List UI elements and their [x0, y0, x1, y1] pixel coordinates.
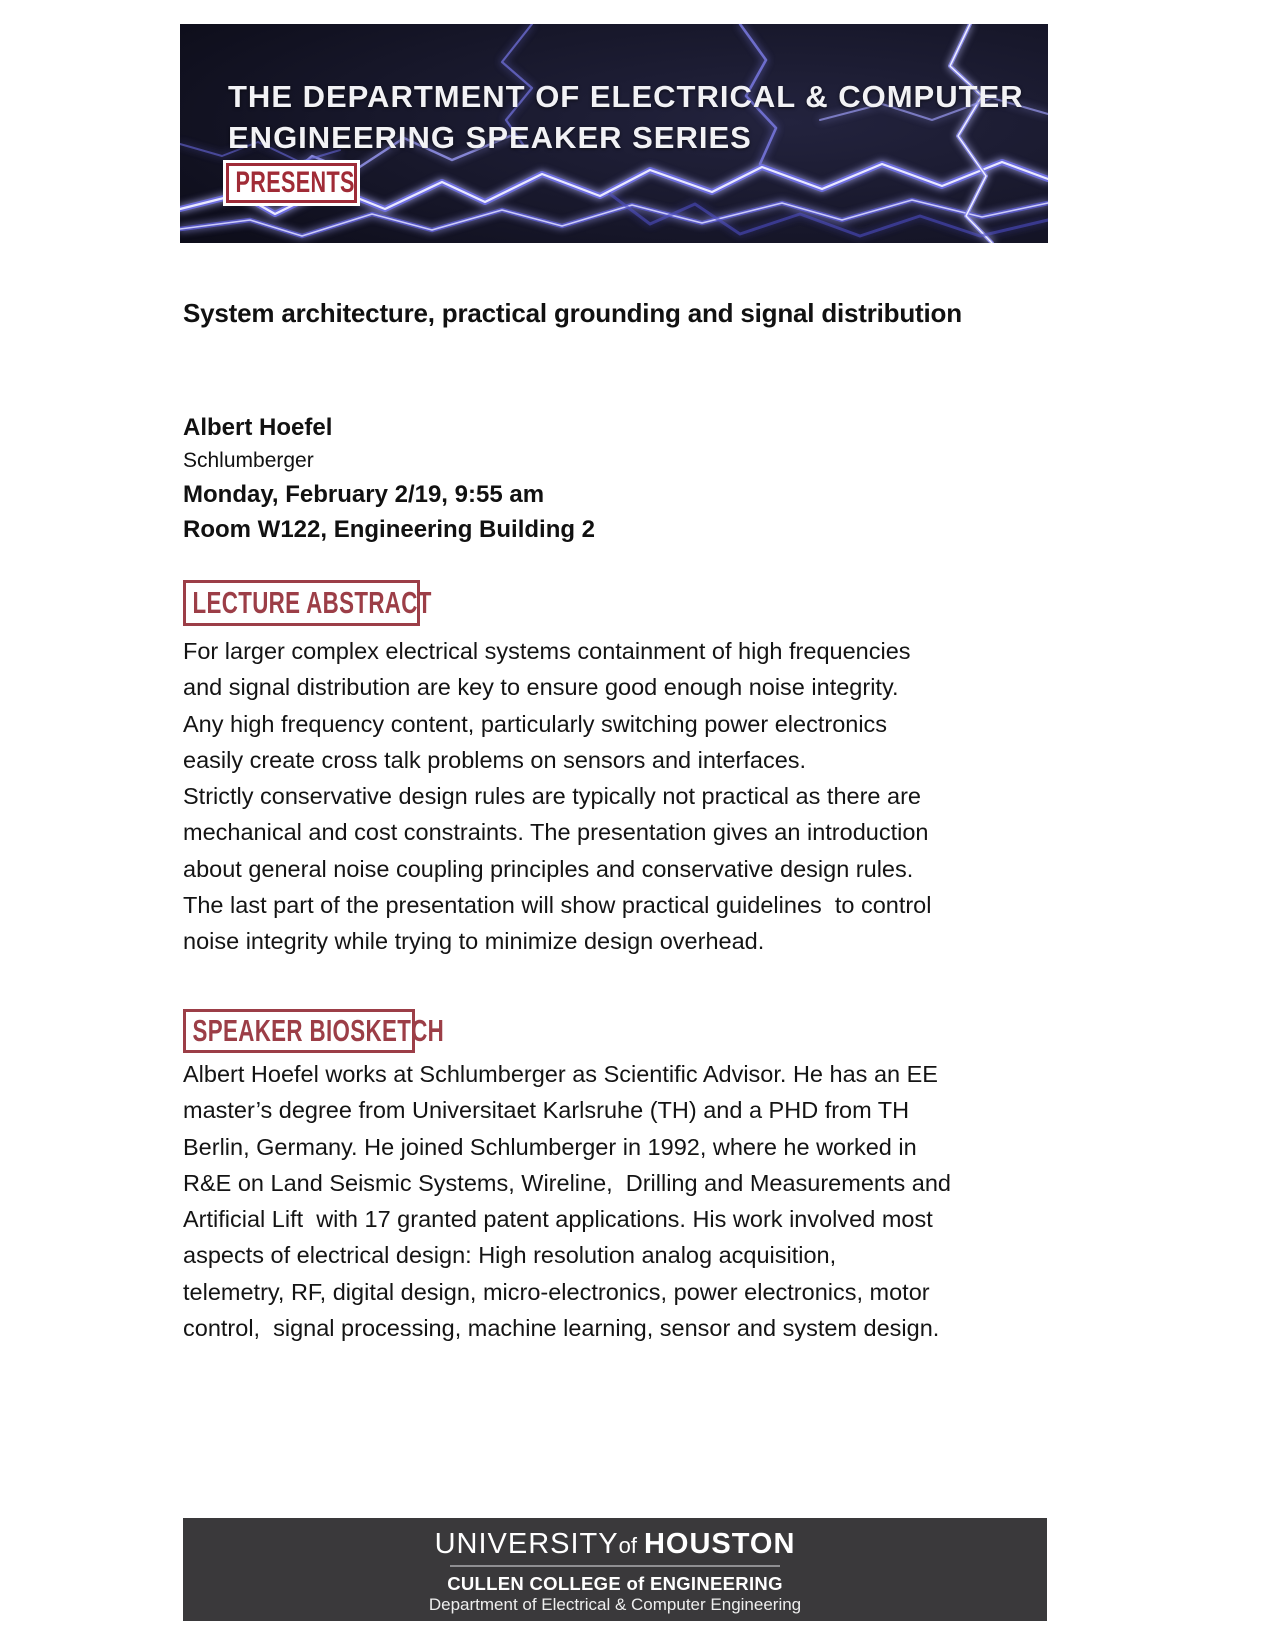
paragraph-line: and signal distribution are key to ensure good enough noise integrity. — [183, 674, 899, 701]
houston-wordmark: HOUSTON — [643, 1528, 796, 1560]
college-name: CULLEN COLLEGE of ENGINEERING — [447, 1573, 783, 1594]
paragraph-line: Strictly conservative design rules are typically not practical as there are — [183, 783, 921, 810]
paragraph-line: master’s degree from Universitaet Karlsruhe (TH) and a PHD from TH — [183, 1097, 910, 1124]
event-location: Room W122, Engineering Building 2 — [183, 516, 596, 543]
speaker-name: Albert Hoefel — [183, 414, 333, 441]
banner-heading-line1: THE DEPARTMENT OF ELECTRICAL & COMPUTER — [228, 79, 1024, 114]
footer-divider-rule — [450, 1565, 780, 1567]
lecture-abstract-text — [183, 633, 1073, 960]
speaker-biosketch-label-box — [183, 1009, 445, 1053]
paragraph-line: noise integrity while trying to minimize design overhead. — [183, 928, 765, 955]
header-banner — [180, 24, 1048, 243]
paragraph-line: Albert Hoefel works at Schlumberger as Scientific Advisor. He has an EE — [183, 1061, 938, 1087]
paragraph-line: Artificial Lift with 17 granted patent applications. His work involved most — [183, 1206, 933, 1233]
paragraph-line: about general noise coupling principles and conservative design rules. — [183, 855, 914, 882]
paragraph-line: mechanical and cost constraints. The presentation gives an introduction — [183, 819, 929, 846]
banner-heading — [228, 76, 1024, 158]
presents-badge-label: PRESENTS — [235, 166, 355, 199]
lecture-abstract-label-box — [183, 580, 432, 626]
speaker-affiliation: Schlumberger — [183, 449, 314, 472]
footer-banner — [183, 1518, 1047, 1621]
paragraph-line: control, signal processing, machine learning, sensor and system design. — [183, 1315, 940, 1342]
paragraph-line: easily create cross talk problems on sensors and interfaces. — [183, 746, 807, 773]
paragraph-line: Berlin, Germany. He joined Schlumberger in 1992, where he worked in — [183, 1133, 917, 1160]
paragraph-line: The last part of the presentation will show practical guidelines to control — [183, 892, 932, 919]
speaker-biosketch-text — [183, 1056, 1073, 1346]
department-name: Department of Electrical & Computer Engineering — [428, 1595, 802, 1614]
paragraph-line: telemetry, RF, digital design, micro-electronics, power electronics, motor — [183, 1278, 930, 1305]
paragraph-line: aspects of electrical design: High resolution analog acquisition, — [183, 1242, 837, 1269]
lecture-abstract-label: LECTURE ABSTRACT — [192, 585, 432, 620]
presents-badge — [226, 163, 357, 203]
lecture-title: System architecture, practical grounding and signal distribution — [183, 298, 962, 328]
university-of-houston-logo — [183, 1529, 1047, 1561]
event-datetime: Monday, February 2/19, 9:55 am — [183, 481, 545, 508]
banner-heading-line2: ENGINEERING SPEAKER SERIES — [228, 120, 752, 155]
paragraph-line: For larger complex electrical systems containment of high frequencies — [183, 638, 911, 664]
of-wordmark: of — [618, 1533, 637, 1558]
speaker-biosketch-label: SPEAKER BIOSKETCH — [192, 1013, 445, 1048]
speaker-details — [183, 410, 595, 547]
paragraph-line: R&E on Land Seismic Systems, Wireline, Drilling and Measurements and — [183, 1169, 951, 1196]
university-wordmark: UNIVERSITY — [434, 1528, 619, 1560]
paragraph-line: Any high frequency content, particularly switching power electronics — [183, 710, 888, 737]
